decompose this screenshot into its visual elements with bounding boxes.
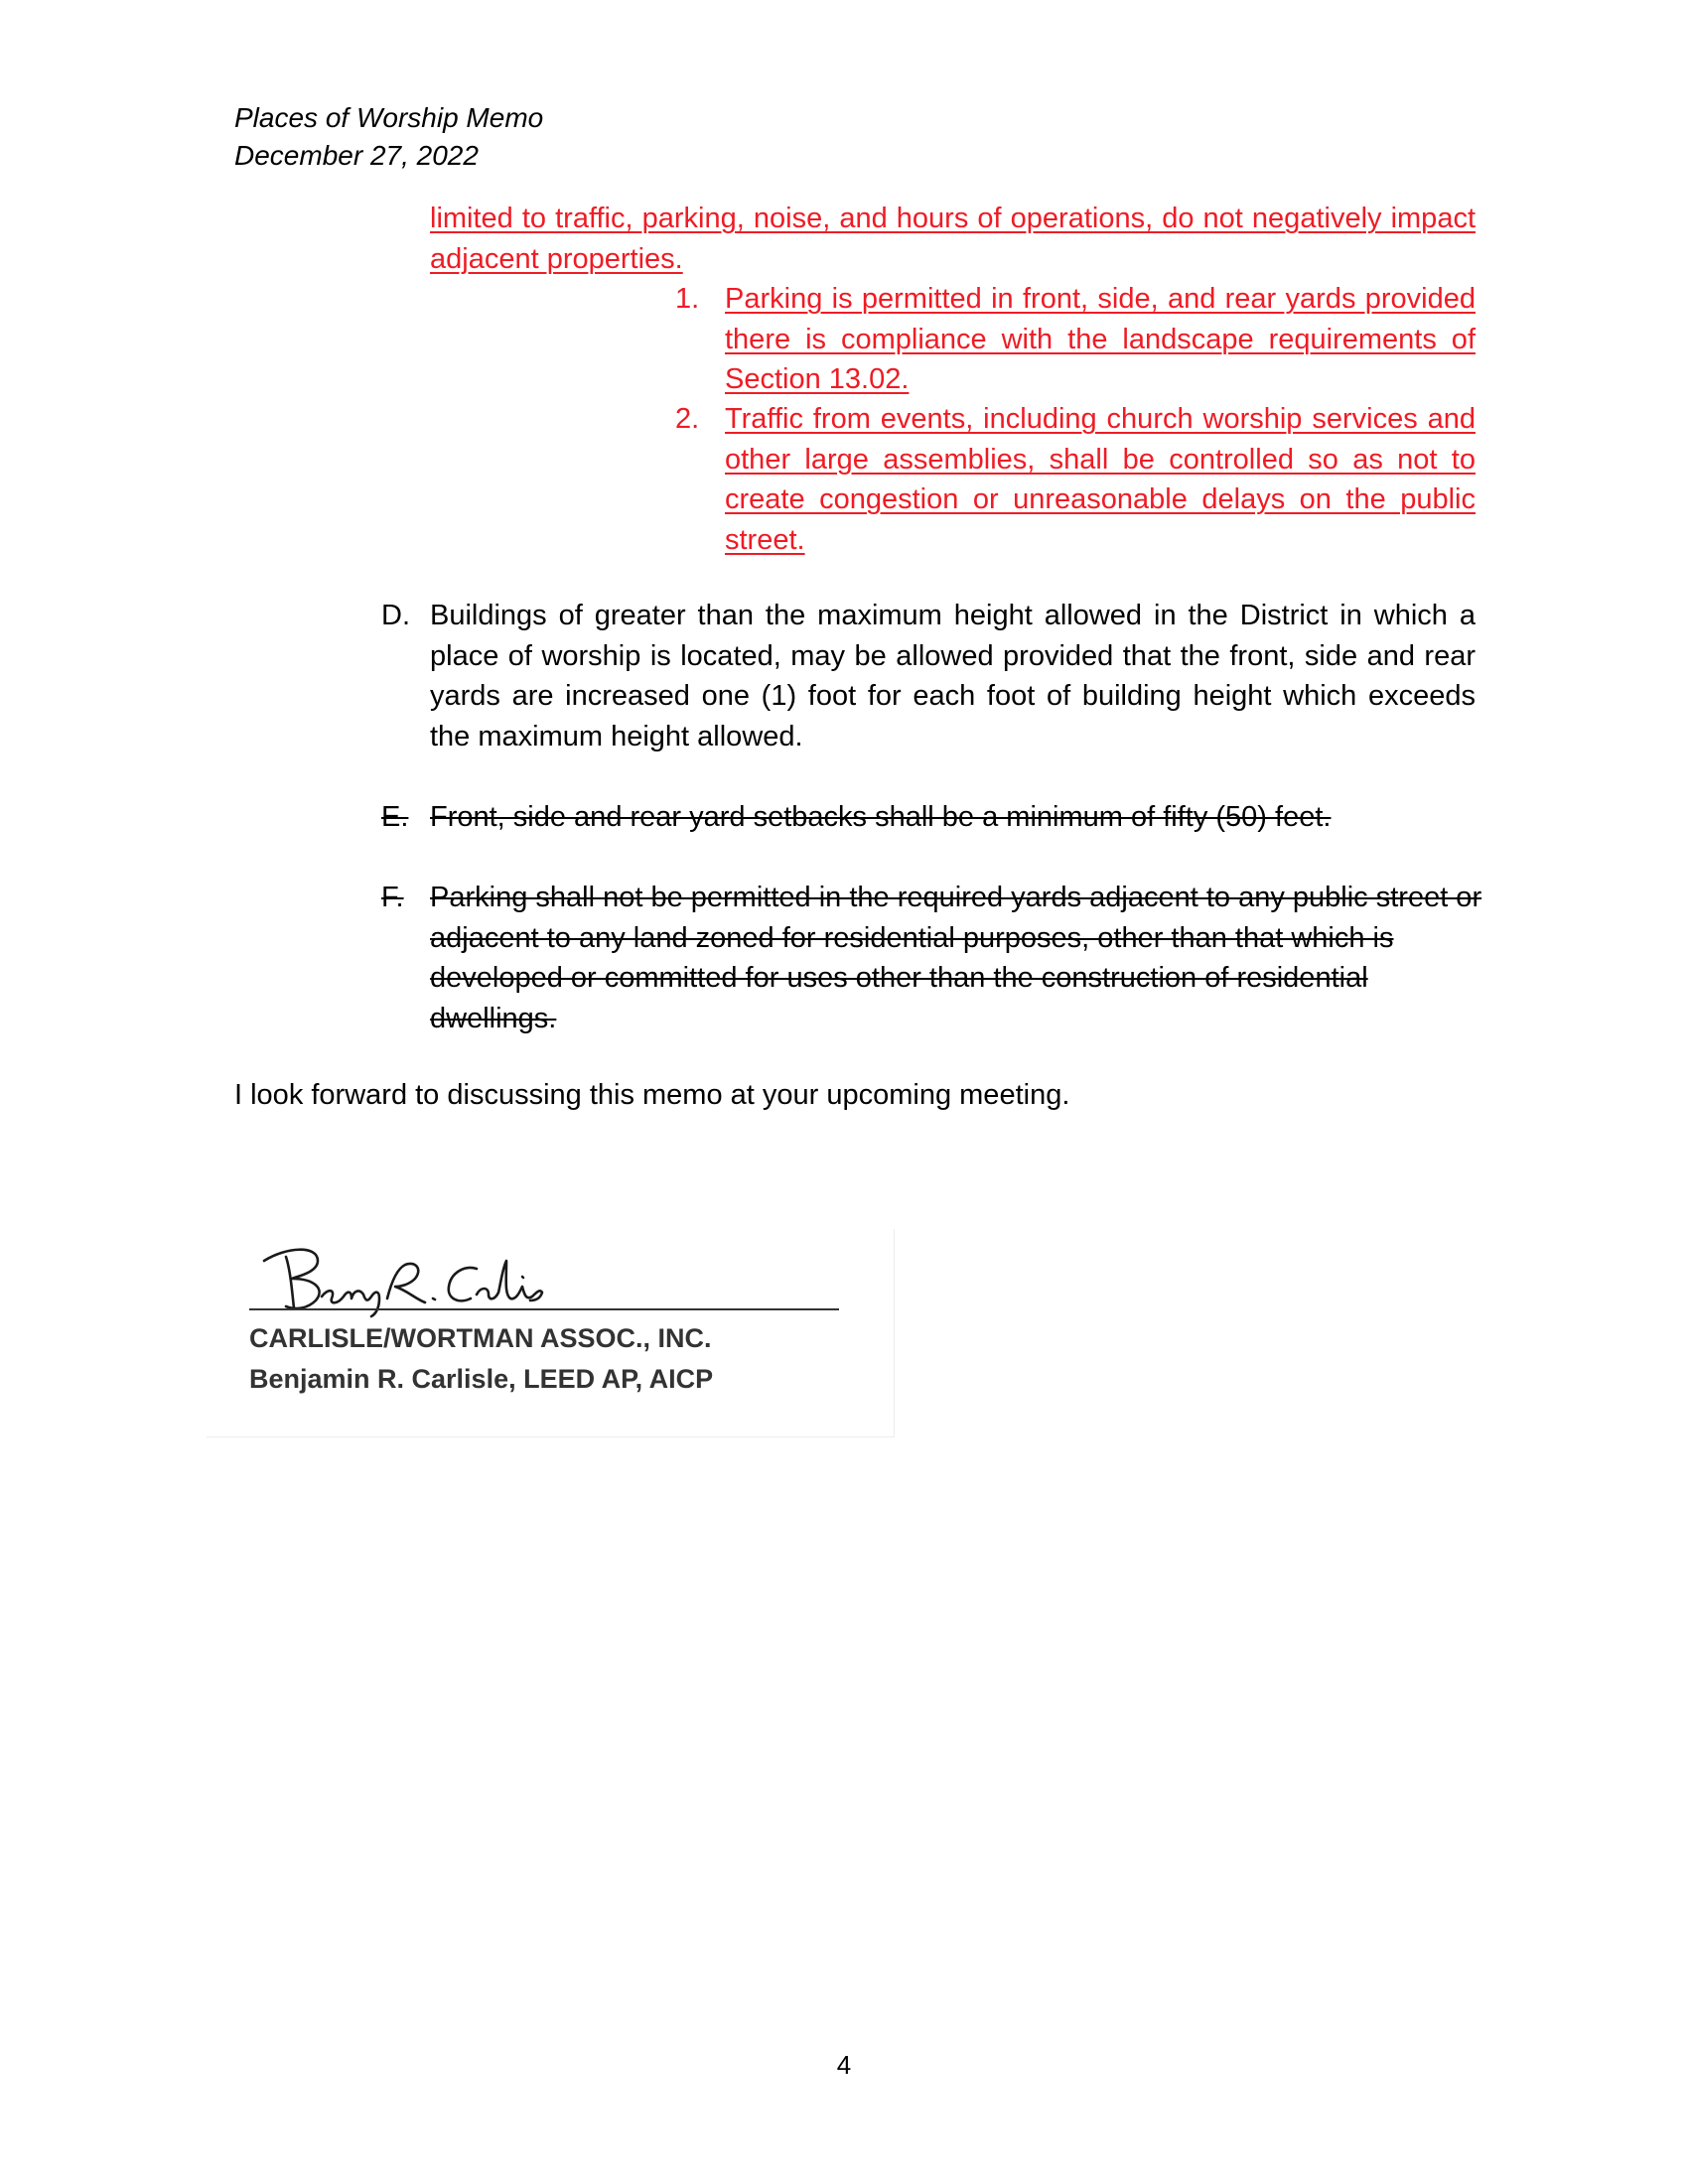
sub-item-1 — [725, 279, 1476, 400]
memo-date: December 27, 2022 — [234, 140, 479, 171]
sub-item-1-marker: 1. — [675, 283, 700, 315]
sub-item-2-marker: 2. — [675, 403, 700, 435]
item-d-marker: D. — [381, 600, 410, 631]
page-number: 4 — [836, 2050, 852, 2080]
sub-item-2 — [725, 399, 1476, 560]
item-e — [430, 797, 1482, 838]
memo-title: Places of Worship Memo — [234, 102, 544, 133]
continuation-text: limited to traffic, parking, noise, and hours of operations, do not negatively impact adjacent properties. — [430, 203, 1476, 275]
item-d-text: Buildings of greater than the maximum height allowed in the District in which a place of worship is located, may be allowed provided that the front, side and rear yards are increased one (1) foot for each foot of building height which exceeds the maximum height allowed. — [430, 600, 1476, 752]
item-c-continuation — [430, 199, 1476, 279]
item-e-marker: E. — [381, 801, 409, 833]
handwritten-signature — [256, 1239, 773, 1318]
item-f-marker: F. — [381, 882, 404, 913]
signature-name: Benjamin R. Carlisle, LEED AP, AICP — [249, 1364, 714, 1394]
sub-item-2-text: Traffic from events, including church worship services and other large assemblies, shall be controlled so as not to create congestion or unreasonable delays on the public street. — [725, 403, 1476, 556]
signature-line — [249, 1308, 839, 1310]
item-e-text: Front, side and rear yard setbacks shall be a minimum of fifty (50) feet. — [430, 801, 1332, 833]
signature-company: CARLISLE/WORTMAN ASSOC., INC. — [249, 1323, 712, 1353]
sub-item-1-text: Parking is permitted in front, side, and rear yards provided there is compliance with the landscape requirements of Section 13.02. — [725, 283, 1476, 395]
memo-header — [234, 99, 543, 175]
signature-block — [207, 1229, 895, 1437]
item-f-text: Parking shall not be permitted in the required yards adjacent to any public street or adjacent to any land zoned for residential purposes, other than that which is developed or committed for uses other than the construction of residential dwellings. — [430, 882, 1482, 1034]
item-f — [430, 878, 1482, 1038]
closing-sentence: I look forward to discussing this memo at your upcoming meeting. — [234, 1079, 1070, 1111]
item-d — [430, 596, 1476, 756]
